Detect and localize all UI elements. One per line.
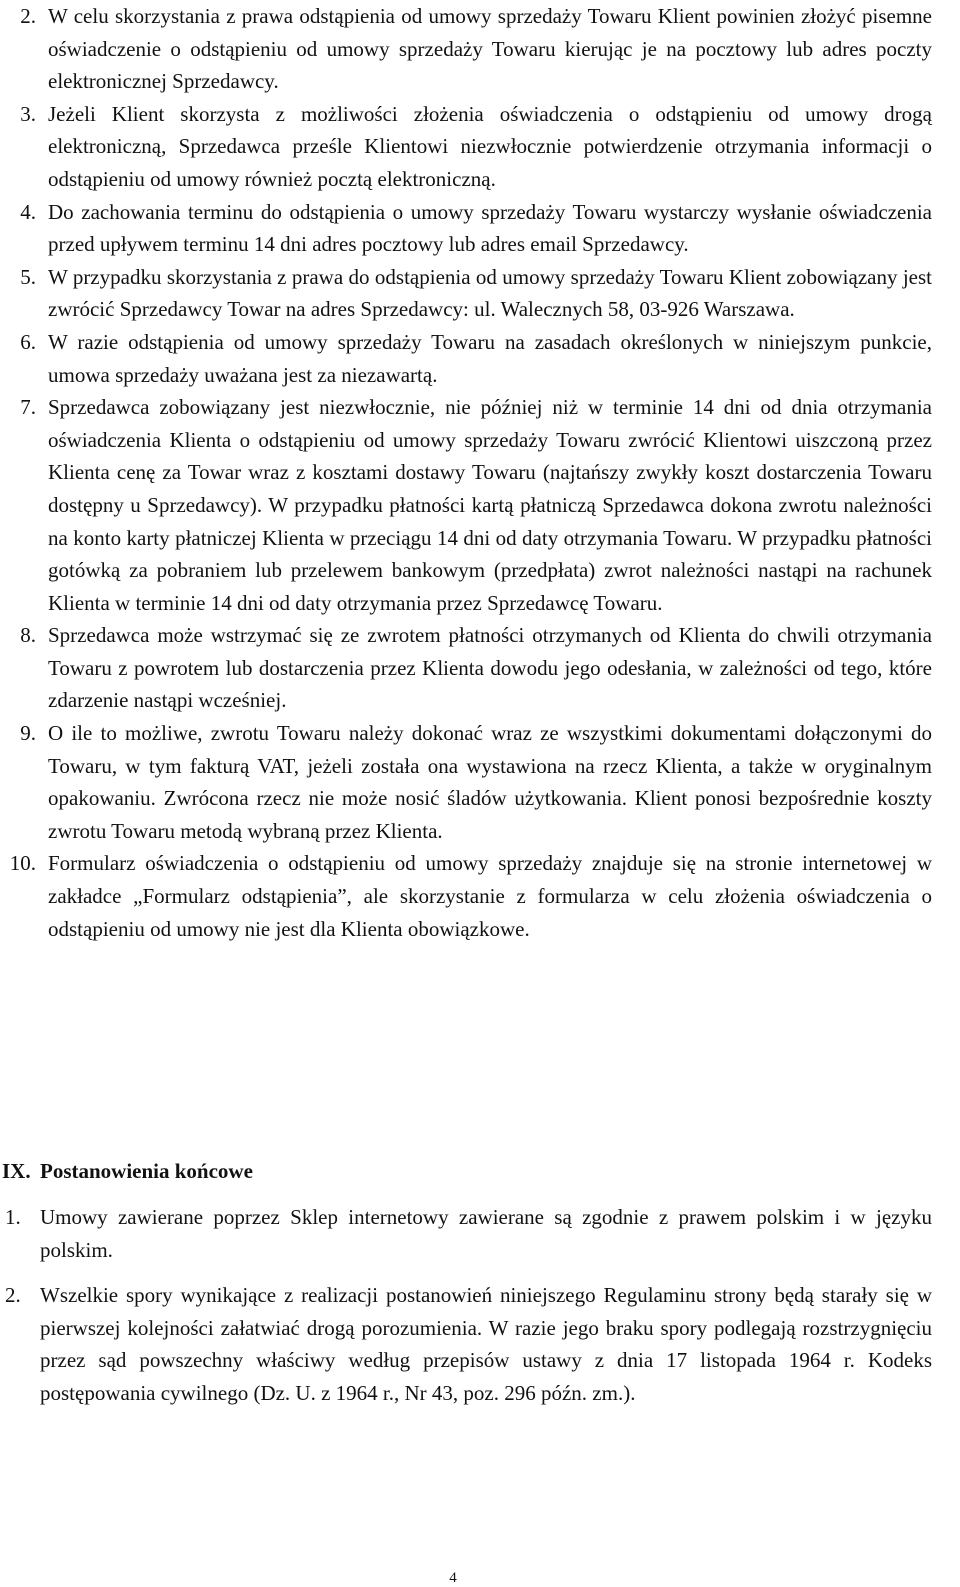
section-number: IX. [2, 1159, 31, 1183]
list-item [0, 391, 946, 619]
page-number: 4 [449, 1570, 457, 1586]
item-text: W celu skorzystania z prawa odstąpienia od umowy sprzedaży Towaru Klient powinien złożyć pisemne oświadczenie o odstąpieniu od umowy sprzedaży Towaru kierując je na pocztowy lub adres poczty elektronicznej Sprzedawcy. [48, 4, 932, 94]
item-number: 10. [9, 851, 36, 876]
item-text: Sprzedawca zobowiązany jest niezwłocznie, nie później niż w terminie 14 dni od dnia otrzymania oświadczenia Klienta o odstąpieniu od umowy sprzedaży Towaru zwrócić Klientowi uiszczoną przez Klienta cenę za Towar wraz z kosztami dostawy Towaru (najtańszy zwykły koszt dostarczenia Towaru dostępny u Sprzedawcy). W przypadku płatności kartą płatniczą Sprzedawca dokona zwrotu należności na konto karty płatniczej Klienta w przeciągu 14 dni od daty otrzymania Towaru. W przypadku płatności gotówką za pobraniem lub przelewem bankowym (przedpłata) zwrot należności nastąpi na rachunek Klienta w terminie 14 dni od daty otrzymania przez Sprzedawcę Towaru. [48, 395, 932, 615]
item-text: Sprzedawca może wstrzymać się ze zwrotem płatności otrzymanych od Klienta do chwili otrzymania Towaru z powrotem lub dostarczenia przez Klienta dowodu jego odesłania, w zależności od tego, które zdarzenie nastąpi wcześniej. [48, 623, 932, 713]
item-text: Jeżeli Klient skorzysta z możliwości złożenia oświadczenia o odstąpieniu od umowy drogą elektroniczną, Sprzedawca prześle Klientowi niezwłocznie potwierdzenie otrzymania informacji o odstąpieniu od umowy również pocztą elektroniczną. [48, 101, 932, 191]
item-text: W razie odstąpienia od umowy sprzedaży Towaru na zasadach określonych w niniejszym punkcie, umowa sprzedaży uważana jest za niezawartą. [48, 329, 932, 387]
list-item [0, 717, 946, 847]
list-item [0, 1201, 946, 1266]
item-text: Wszelkie spory wynikające z realizacji postanowień niniejszego Regulaminu strony będą starały się w pierwszej kolejności załatwiać drogą porozumienia. W razie jego braku spory podlegają rozstrzygnięciu przez sąd powszechny właściwy według przepisów ustawy z dnia 17 listopada 1964 r. Kodeks postępowania cywilnego (Dz. U. z 1964 r., Nr 43, poz. 296 późn. zm.). [40, 1283, 932, 1405]
item-number: 5. [20, 264, 36, 289]
list-item [0, 326, 946, 391]
list-item [0, 0, 946, 98]
item-number: 7. [20, 395, 36, 420]
item-number: 4. [20, 199, 36, 224]
item-text: Umowy zawierane poprzez Sklep internetowy zawierane są zgodnie z prawem polskim i w języku polskim. [40, 1205, 932, 1262]
list-item [0, 196, 946, 261]
section-title-text: Postanowienia końcowe [40, 1159, 253, 1183]
list-item [0, 847, 946, 945]
item-text: Formularz oświadczenia o odstąpieniu od umowy sprzedaży znajduje się na stronie internetowej w zakładce „Formularz odstąpienia”, ale skorzystanie z formularza w celu złożenia oświadczenia o odstąpieniu od umowy nie jest dla Klienta obowiązkowe. [48, 851, 932, 941]
list-item [0, 98, 946, 196]
item-text: O ile to możliwe, zwrotu Towaru należy dokonać wraz ze wszystkimi dokumentami dołączonymi do Towaru, w tym fakturą VAT, jeżeli została ona wystawiona na rzecz Klienta, a także w oryginalnym opakowaniu. Zwrócona rzecz nie może nosić śladów użytkowania. Klient ponosi bezpośrednie koszty zwrotu Towaru metodą wybraną przez Klienta. [48, 721, 932, 843]
item-number: 1. [5, 1205, 21, 1229]
section-heading [2, 1155, 253, 1188]
list-item [0, 1279, 946, 1409]
list-item [0, 619, 946, 717]
item-number: 9. [20, 721, 36, 746]
list-item [0, 261, 946, 326]
item-number: 2. [20, 4, 36, 28]
item-text: Do zachowania terminu do odstąpienia o umowy sprzedaży Towaru wystarczy wysłanie oświadczenia przed upływem terminu 14 dni adres pocztowy lub adres email Sprzedawcy. [48, 199, 932, 257]
item-number: 2. [5, 1283, 21, 1308]
item-number: 3. [20, 101, 36, 126]
item-text: W przypadku skorzystania z prawa do odstąpienia od umowy sprzedaży Towaru Klient zobowiązany jest zwrócić Sprzedawcy Towar na adres Sprzedawcy: ul. Walecznych 58, 03-926 Warszawa. [48, 264, 932, 322]
final-provisions-list [0, 1201, 946, 1410]
item-number: 6. [20, 329, 36, 354]
item-number: 8. [20, 623, 36, 648]
